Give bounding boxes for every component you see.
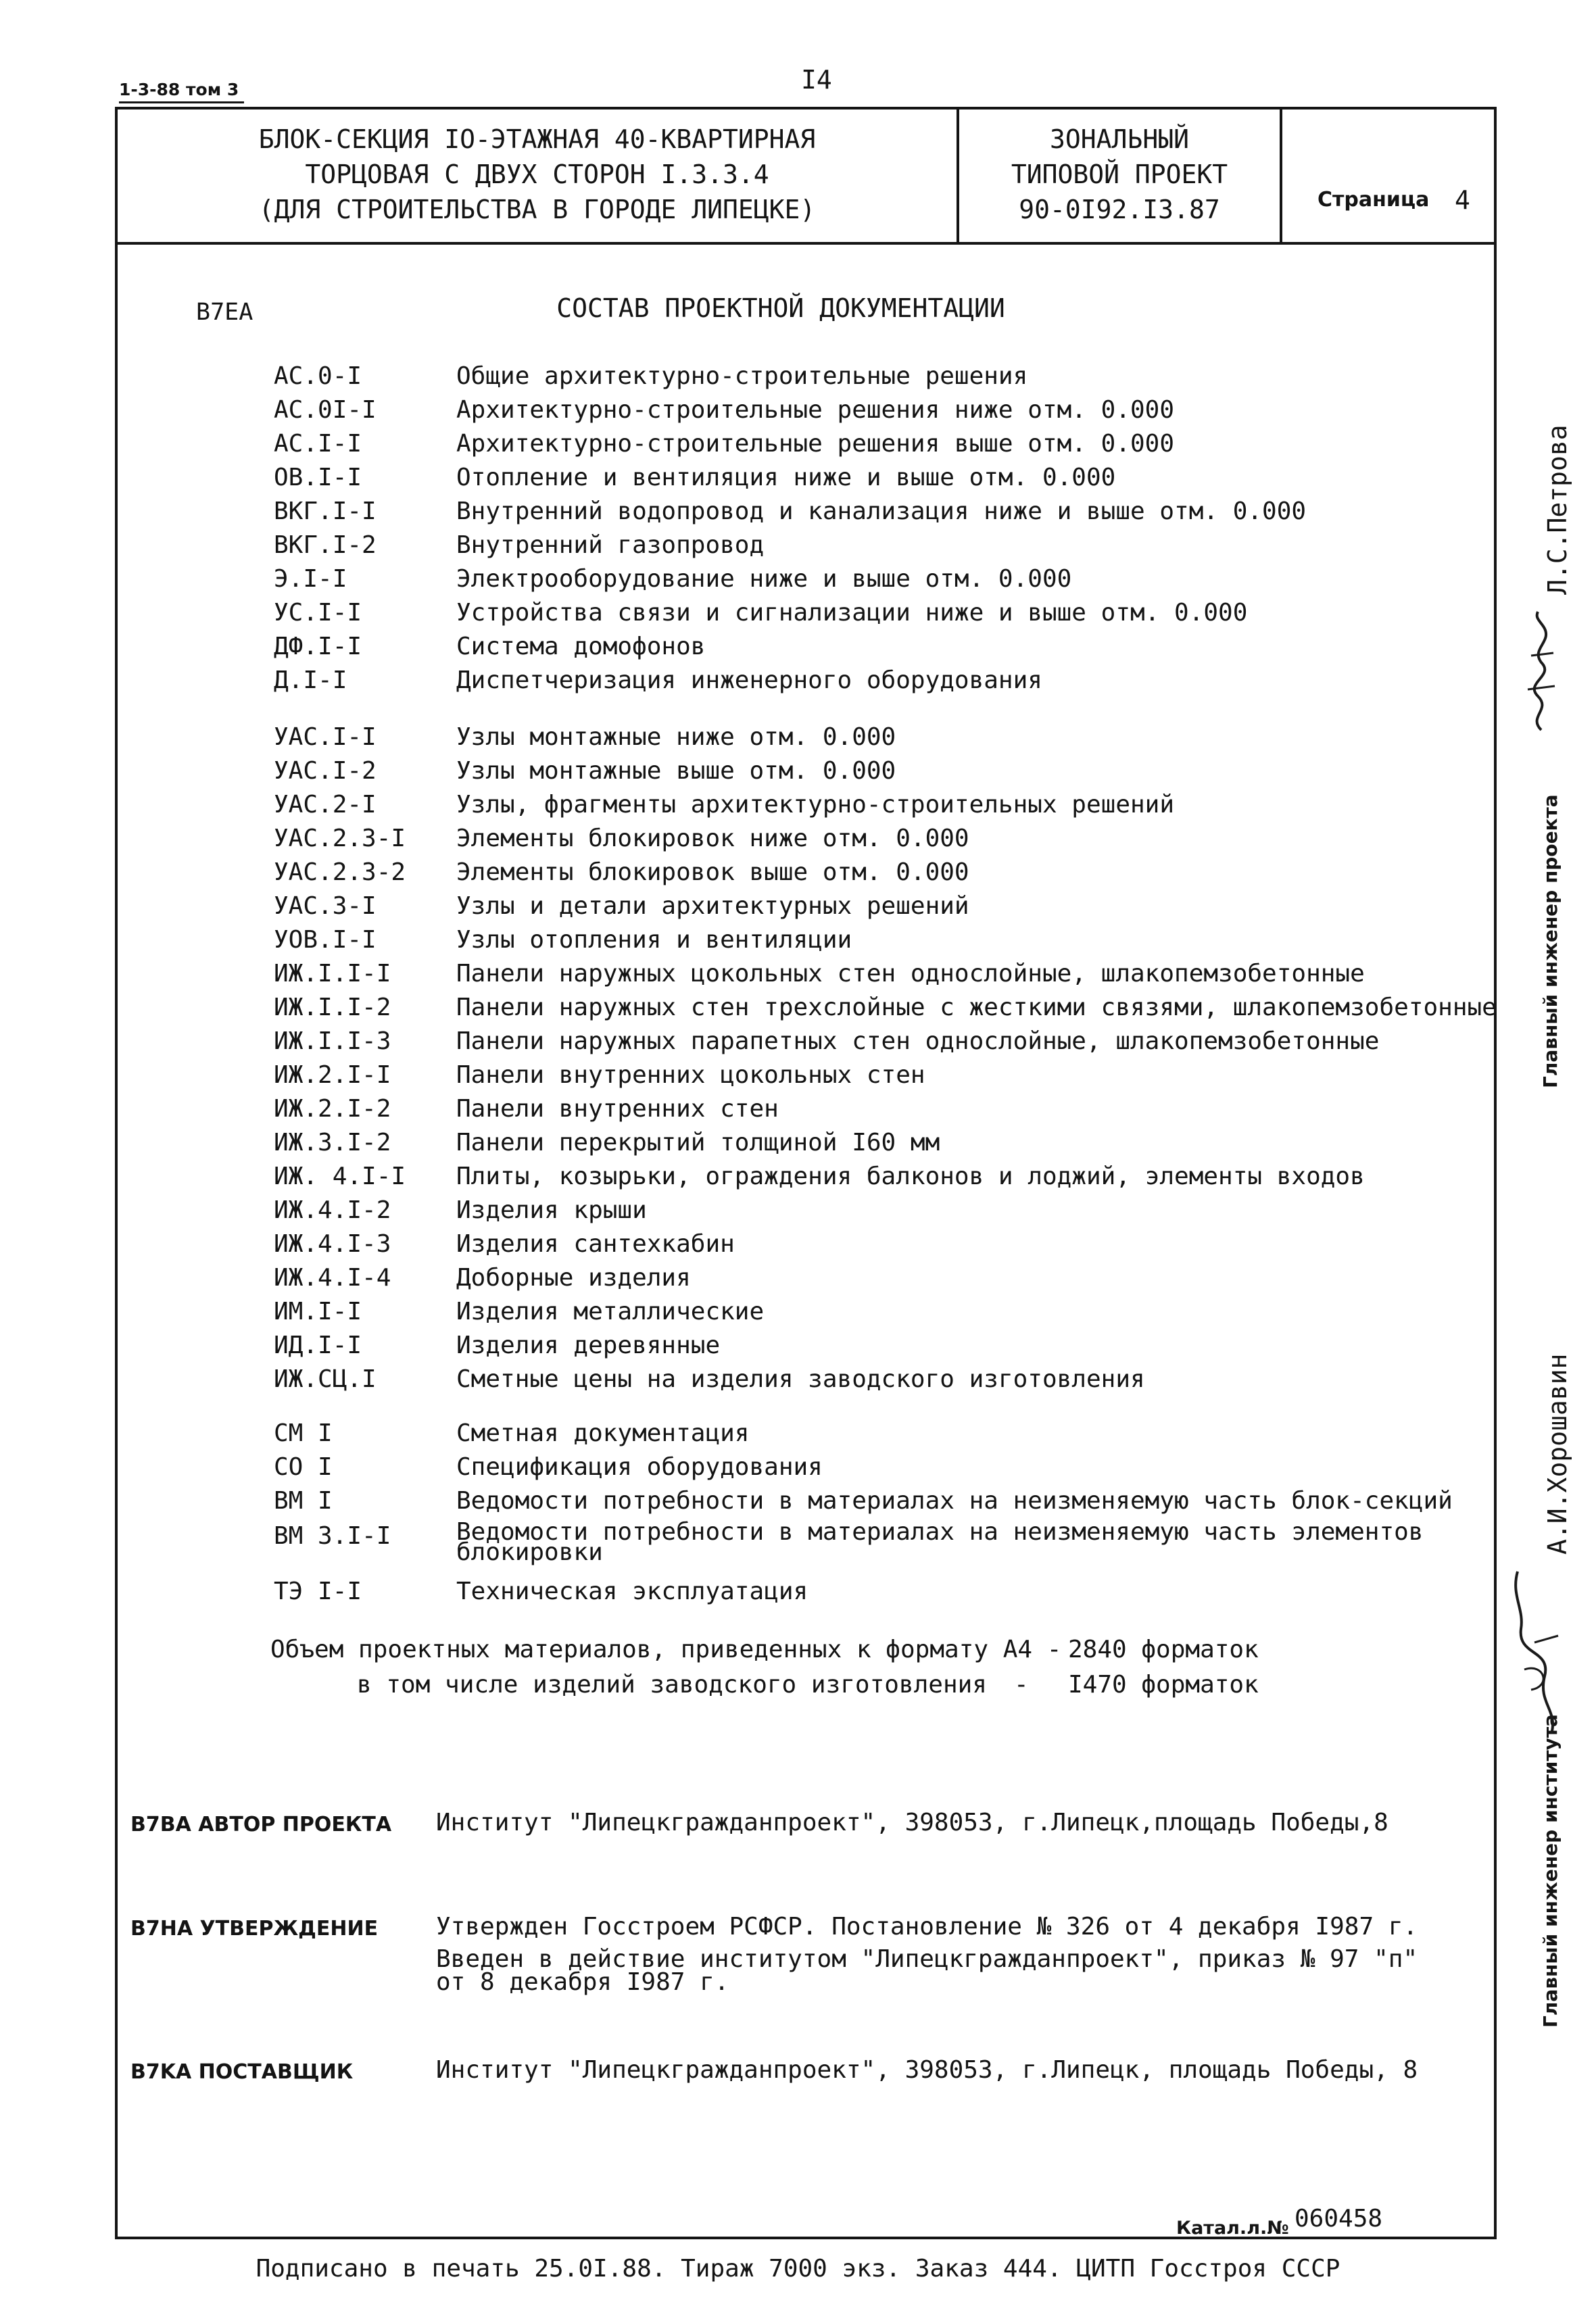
doc-name: Ведомости потребности в материалах на неизменяемую часть блок-секций [456, 1487, 1453, 1515]
chief-project-engineer-label: Главный инженер проекта [1539, 794, 1562, 1088]
project-line: ЗОНАЛЬНЫЙ [1050, 124, 1189, 154]
supplier-label: B7KA ПОСТАВЩИК [130, 2060, 354, 2084]
approval-line: Утвержден Госстроем РСФСР. Постановление № 326 от 4 декабря I987 г. [436, 1913, 1418, 1941]
doc-code: ВМ 3.I-I [274, 1522, 391, 1550]
doc-name: Панели наружных цокольных стен однослойные, шлакопемзобетонные [456, 960, 1365, 988]
doc-name: Устройства связи и сигнализации ниже и выше отм. 0.000 [456, 599, 1248, 627]
doc-code: Э.I-I [274, 565, 347, 593]
doc-name: Изделия деревянные [456, 1332, 721, 1359]
volume-total-value: 2840 форматок [1068, 1636, 1259, 1663]
doc-code: УАС.2-I [274, 791, 377, 819]
chief-institute-engineer-label: Главный инженер института [1539, 1714, 1562, 2028]
doc-code: УАС.2.3-I [274, 825, 406, 852]
doc-code: ВМ I [274, 1487, 333, 1515]
page-value: 4 [1455, 185, 1470, 215]
doc-name: Архитектурно-строительные решения выше отм. 0.000 [456, 430, 1175, 458]
page-label: Страница [1317, 188, 1430, 212]
doc-code: ИД.I-I [274, 1332, 362, 1359]
doc-name: Архитектурно-строительные решения ниже отм. 0.000 [456, 396, 1175, 424]
doc-name: Элементы блокировок ниже отм. 0.000 [456, 825, 969, 852]
doc-code: УАС.I-2 [274, 757, 377, 785]
catalog-label: Катал.л.№ [1176, 2218, 1289, 2239]
doc-code: ИЖ.2.I-I [274, 1061, 391, 1089]
doc-code: ИЖ.4.I-4 [274, 1264, 391, 1292]
author-label: B7BA АВТОР ПРОЕКТА [130, 1813, 392, 1836]
volume-factory-text: в том числе изделий заводского изготовления [357, 1671, 987, 1699]
project-code: 90-0I92.I3.87 [1019, 195, 1220, 224]
doc-name: Изделия сантехкабин [456, 1230, 735, 1258]
doc-code: АС.I-I [274, 430, 362, 458]
header-title-cell [118, 109, 959, 242]
sheet-number: I4 [801, 65, 832, 95]
doc-code: УС.I-I [274, 599, 362, 627]
doc-code: УОВ.I-I [274, 926, 377, 954]
doc-code: АС.0I-I [274, 396, 377, 424]
imprint-line: Подписано в печать 25.0I.88. Тираж 7000 экз. Заказ 444. ЦИТП Госстроя СССР [256, 2255, 1340, 2283]
doc-name: Панели внутренних цокольных стен [456, 1061, 925, 1089]
doc-code: ИЖ.I.I-I [274, 960, 391, 988]
corner-rule [119, 101, 244, 103]
supplier-text: Институт "Липецкгражданпроект", 398053, г.Липецк, площадь Победы, 8 [436, 2056, 1418, 2084]
doc-code: ИЖ.2.I-2 [274, 1095, 391, 1123]
header-project-cell [959, 109, 1282, 242]
approval-line: от 8 декабря I987 г. [436, 1968, 729, 1996]
doc-name: Панели наружных стен трехслойные с жесткими связями, шлакопемзобетонные [456, 994, 1497, 1021]
doc-name: Панели наружных парапетных стен однослойные, шлакопемзобетонные [456, 1027, 1380, 1055]
doc-name: Диспетчеризация инженерного оборудования [456, 666, 1042, 694]
doc-code: ИЖ.4.I-2 [274, 1196, 391, 1224]
doc-name: Общие архитектурно-строительные решения [456, 362, 1028, 390]
section-code: B7EA [196, 299, 253, 326]
doc-name: Панели внутренних стен [456, 1095, 779, 1123]
doc-code: ОВ.I-I [274, 464, 362, 491]
doc-name: Узлы, фрагменты архитектурно-строительных решений [456, 791, 1175, 819]
doc-name: Плиты, козырьки, ограждения балконов и лоджий, элементы входов [456, 1163, 1365, 1190]
doc-name: Узлы монтажные ниже отм. 0.000 [456, 723, 896, 751]
doc-name: Узлы и детали архитектурных решений [456, 892, 969, 920]
header-title-line: ТОРЦОВАЯ С ДВУХ СТОРОН I.3.3.4 [305, 160, 769, 189]
doc-code: ВКГ.I-2 [274, 531, 377, 559]
header-title-line: БЛОК-СЕКЦИЯ IO-ЭТАЖНАЯ 40-КВАРТИРНАЯ [258, 124, 816, 154]
doc-name: Сметные цены на изделия заводского изготовления [456, 1365, 1145, 1393]
approval-label: B7HA УТВЕРЖДЕНИЕ [130, 1917, 379, 1941]
doc-code: ИМ.I-I [274, 1298, 362, 1325]
doc-name: Сметная документация [456, 1419, 750, 1447]
doc-code: ВКГ.I-I [274, 497, 377, 525]
doc-name: Техническая эксплуатация [456, 1578, 808, 1605]
chief-institute-engineer-name: А.И.Хорошавин [1543, 1353, 1572, 1555]
doc-code: УАС.3-I [274, 892, 377, 920]
project-line: ТИПОВОЙ ПРОЕКТ [1011, 160, 1228, 189]
doc-code: ИЖ.3.I-2 [274, 1129, 391, 1156]
approval-line: Введен в действие институтом "Липецкгражданпроект", приказ № 97 "п" [436, 1945, 1418, 1973]
header-title-line: (ДЛЯ СТРОИТЕЛЬСТВА В ГОРОДЕ ЛИПЕЦКЕ) [258, 195, 816, 224]
doc-name: Электрооборудование ниже и выше отм. 0.000 [456, 565, 1072, 593]
doc-code: СМ I [274, 1419, 333, 1447]
signature-petrova [1514, 608, 1568, 737]
doc-name: Узлы монтажные выше отм. 0.000 [456, 757, 896, 785]
header-page-cell [1282, 109, 1494, 242]
doc-code: УАС.2.3-2 [274, 858, 406, 886]
author-text: Институт "Липецкгражданпроект", 398053, г.Липецк,площадь Победы,8 [436, 1809, 1388, 1836]
volume-factory-dash: - [1014, 1671, 1029, 1699]
doc-code: АС.0-I [274, 362, 362, 390]
doc-code: ДФ.I-I [274, 633, 362, 660]
doc-name: Панели перекрытий толщиной I60 мм [456, 1129, 940, 1156]
doc-code: ИЖ.I.I-3 [274, 1027, 391, 1055]
volume-factory-value: I470 форматок [1068, 1671, 1259, 1699]
catalog-number: 060458 [1295, 2205, 1383, 2233]
doc-name: Отопление и вентиляция ниже и выше отм. 0.000 [456, 464, 1116, 491]
doc-code: СО I [274, 1453, 333, 1481]
doc-code: ИЖ.I.I-2 [274, 994, 391, 1021]
doc-code: ТЭ I-I [274, 1578, 362, 1605]
volume-total-text: Объем проектных материалов, приведенных к формату А4 - [270, 1636, 1062, 1663]
doc-name: Внутренний газопровод [456, 531, 765, 559]
doc-name: Внутренний водопровод и канализация ниже и выше отм. 0.000 [456, 497, 1307, 525]
doc-name: Спецификация оборудования [456, 1453, 823, 1481]
doc-name: Система домофонов [456, 633, 706, 660]
signature-khoroshavin [1504, 1568, 1572, 1737]
doc-code: ИЖ.СЦ.I [274, 1365, 377, 1393]
doc-name: Элементы блокировок выше отм. 0.000 [456, 858, 969, 886]
doc-code: ИЖ.4.I-3 [274, 1230, 391, 1258]
header-table [118, 109, 1494, 245]
section-title: СОСТАВ ПРОЕКТНОЙ ДОКУМЕНТАЦИИ [556, 293, 1005, 323]
doc-name: Изделия крыши [456, 1196, 647, 1224]
doc-name: Доборные изделия [456, 1264, 691, 1292]
doc-code: ИЖ. 4.I-I [274, 1163, 406, 1190]
doc-code: Д.I-I [274, 666, 347, 694]
volume-reference: 1-3-88 том 3 [119, 80, 239, 99]
chief-project-engineer-name: Л.С.Петрова [1543, 424, 1572, 595]
doc-name: Узлы отопления и вентиляции [456, 926, 852, 954]
doc-code: УАС.I-I [274, 723, 377, 751]
doc-name: Ведомости потребности в материалах на неизменяемую часть элементов блокировки [456, 1518, 1424, 1566]
doc-name: Изделия металлические [456, 1298, 765, 1325]
